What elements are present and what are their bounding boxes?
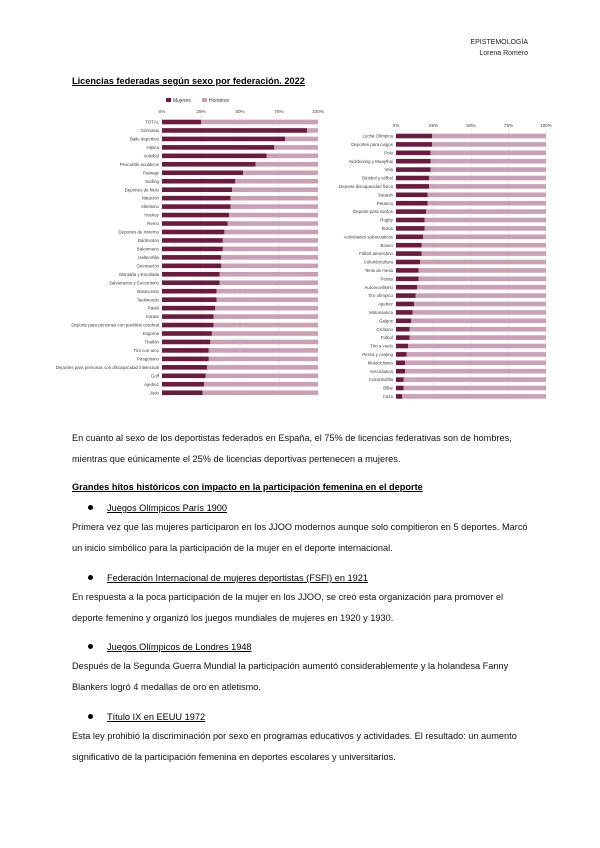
- header-subject: EPISTEMOLOGÍA: [470, 39, 528, 46]
- left-bar-hombres: [221, 264, 318, 269]
- right-tick-label: 100%: [540, 123, 552, 128]
- right-category-label: Deportes para ciegos: [351, 142, 393, 147]
- right-category-label: Ciclismo: [376, 326, 393, 332]
- right-bar-hombres: [404, 377, 547, 382]
- right-bar-hombres: [429, 184, 546, 189]
- left-bar-mujeres: [162, 154, 267, 159]
- right-category-label: Béisbol y sófbol: [362, 175, 393, 181]
- right-bar-mujeres: [396, 386, 404, 391]
- left-bar-hombres: [221, 255, 318, 260]
- left-category-label: Hockey: [144, 212, 159, 218]
- right-bar-hombres: [422, 251, 547, 256]
- milestone-text-londres-1948: Después de la Segunda Guerra Mundial la participación aumentó considerablemente y la holandesa Fanny Blankers logró 4 medallas de oro en atletismo.: [72, 661, 509, 692]
- right-bar-hombres: [419, 268, 547, 273]
- left-bar-mujeres: [162, 374, 206, 379]
- right-category-label: Petanca: [376, 200, 393, 206]
- left-bar-mujeres: [162, 128, 307, 133]
- right-bar-mujeres: [396, 377, 404, 382]
- right-category-label: Aeronáutica: [369, 368, 393, 374]
- right-bar-hombres: [413, 310, 547, 315]
- left-bar-hombres: [209, 357, 318, 362]
- left-category-label: Golf: [150, 373, 159, 379]
- right-bar-hombres: [422, 243, 547, 248]
- left-category-label: Judo: [149, 390, 159, 396]
- right-category-label: Colombicultura: [363, 259, 393, 265]
- left-category-label: Deportes de invierno: [118, 229, 159, 235]
- right-bar-mujeres: [396, 209, 426, 214]
- left-bar-hombres: [201, 120, 318, 125]
- right-category-label: Motociclismo: [367, 360, 393, 366]
- left-category-label: Pádel: [147, 305, 159, 311]
- left-bar-mujeres: [162, 340, 210, 345]
- left-category-label: Taekwondo: [136, 297, 159, 303]
- right-category-label: Pesca y casting: [362, 352, 393, 357]
- right-bar-hombres: [425, 226, 547, 231]
- section-title-licencias: Licencias federadas según sexo por federación. 2022: [72, 76, 305, 86]
- right-bar-hombres: [431, 159, 547, 164]
- right-category-label: Fútbol: [380, 335, 393, 341]
- left-bar-mujeres: [162, 390, 203, 395]
- right-bar-mujeres: [396, 251, 422, 256]
- right-category-label: Boxeo: [380, 242, 393, 248]
- right-bar-hombres: [431, 151, 547, 156]
- milestone-title-titulo-ix-1972: Título IX en EEUU 1972: [88, 712, 205, 722]
- left-bar-mujeres: [162, 170, 243, 175]
- left-category-label: Triatlón: [144, 339, 159, 345]
- right-bar-hombres: [414, 302, 546, 307]
- left-category-label: Hípica: [146, 144, 159, 150]
- milestone-title-fsfi-1921: Federación Internacional de mujeres deportistas (FSFI) en 1921: [88, 573, 368, 583]
- left-bar-hombres: [231, 204, 318, 209]
- right-category-label: Fútbol americano: [359, 251, 393, 257]
- right-category-label: Polo: [384, 150, 393, 156]
- left-bar-hombres: [285, 137, 318, 142]
- right-bar-hombres: [420, 260, 546, 265]
- right-bar-mujeres: [396, 184, 429, 189]
- right-category-label: Colombofilia: [368, 377, 393, 383]
- right-category-label: Kickboxing y Muaythai: [349, 158, 393, 164]
- right-bar-mujeres: [396, 369, 405, 374]
- left-bar-mujeres: [162, 221, 228, 226]
- left-tick-label: 50%: [235, 109, 245, 114]
- left-bar-hombres: [229, 213, 318, 218]
- right-bar-hombres: [426, 209, 546, 214]
- left-bar-mujeres: [162, 213, 229, 218]
- left-category-label: Deporte para personas con parálisis cerebral: [71, 322, 159, 328]
- left-bar-mujeres: [162, 230, 224, 235]
- left-bar-mujeres: [162, 323, 213, 328]
- left-bar-mujeres: [162, 348, 209, 353]
- right-bar-hombres: [417, 285, 546, 290]
- right-bar-mujeres: [396, 352, 407, 357]
- right-category-label: Actividades subacuáticas: [343, 234, 393, 240]
- right-bar-hombres: [432, 142, 546, 147]
- right-category-label: Bolos: [382, 226, 393, 231]
- left-bar-mujeres: [162, 264, 221, 269]
- left-bar-hombres: [256, 162, 318, 167]
- right-bar-mujeres: [396, 193, 428, 198]
- left-bar-hombres: [213, 323, 318, 328]
- right-category-label: Billar: [383, 385, 393, 391]
- left-category-label: Atletismo: [140, 204, 159, 210]
- left-bar-mujeres: [162, 314, 213, 319]
- header-author: Lorena Romero: [479, 50, 528, 57]
- left-bar-mujeres: [162, 187, 232, 192]
- right-bar-mujeres: [396, 167, 431, 172]
- left-category-label: Gimnasia: [140, 128, 159, 134]
- right-bar-mujeres: [396, 151, 431, 156]
- left-tick-label: 75%: [274, 109, 284, 114]
- paragraph-sexo-federados: En cuanto al sexo de los deportistas federados en España, el 75% de licencias federativas son de hombres, mientras que eúnicamente el 25% de licencias deportivas pertenecen a mujeres.: [72, 433, 512, 464]
- left-bar-mujeres: [162, 280, 220, 285]
- right-category-label: Galgos: [379, 318, 393, 324]
- right-bar-hombres: [431, 167, 547, 172]
- right-bar-hombres: [428, 193, 547, 198]
- right-bar-mujeres: [396, 327, 410, 332]
- right-bar-mujeres: [396, 159, 431, 164]
- right-category-label: Tenis de mesa: [364, 268, 393, 273]
- right-bar-hombres: [405, 369, 546, 374]
- left-bar-mujeres: [162, 179, 235, 184]
- right-bar-mujeres: [396, 394, 402, 399]
- left-bar-hombres: [235, 179, 318, 184]
- right-category-label: Motonáutica: [369, 310, 393, 315]
- right-category-label: Pelota: [380, 276, 393, 282]
- right-bar-mujeres: [396, 285, 417, 290]
- left-category-label: Montaña y Escalada: [119, 271, 159, 277]
- right-bar-hombres: [411, 319, 546, 324]
- right-bar-mujeres: [396, 260, 420, 265]
- right-category-label: Tiro olímpico: [368, 293, 393, 299]
- right-bar-mujeres: [396, 361, 405, 366]
- right-tick-label: 50%: [466, 123, 476, 128]
- right-category-label: Vela: [384, 167, 393, 173]
- right-bar-mujeres: [396, 319, 411, 324]
- left-bar-hombres: [220, 272, 318, 277]
- right-category-label: Lucha Olímpica: [362, 133, 393, 139]
- right-bar-hombres: [407, 352, 547, 357]
- right-bar-mujeres: [396, 226, 425, 231]
- right-bar-mujeres: [396, 268, 419, 273]
- right-bar-hombres: [428, 201, 547, 206]
- left-bar-mujeres: [162, 365, 207, 370]
- left-category-label: TOTAL: [145, 119, 159, 125]
- right-bar-hombres: [419, 277, 547, 282]
- right-bar-mujeres: [396, 277, 419, 282]
- left-bar-hombres: [217, 289, 318, 294]
- page-header: [470, 37, 528, 59]
- left-category-label: Surfing: [145, 178, 159, 184]
- left-bar-hombres: [267, 154, 318, 159]
- left-bar-mujeres: [162, 145, 274, 150]
- section-title-hitos: Grandes hitos históricos con impacto en la participación femenina en el deporte: [72, 482, 423, 492]
- milestone-text-paris-1900: Primera vez que las mujeres participaron en los JJOO modernos aunque solo compitieron en 5 deportes. Marcó un inicio simbólico para la participación de la mujer en el deporte internacional.: [72, 522, 528, 553]
- left-category-label: Natación: [141, 195, 159, 201]
- left-bar-mujeres: [162, 357, 209, 362]
- left-tick-label: 100%: [312, 109, 324, 114]
- left-bar-hombres: [223, 247, 318, 252]
- left-category-label: Piragüismo: [137, 356, 159, 362]
- right-bar-mujeres: [396, 302, 414, 307]
- right-bar-mujeres: [396, 201, 428, 206]
- left-category-label: Pesca/Ski acuáticos: [119, 161, 159, 167]
- left-bar-mujeres: [162, 162, 256, 167]
- left-category-label: Salvamento y Socorrismo: [108, 280, 159, 286]
- left-bar-mujeres: [162, 289, 217, 294]
- left-bar-hombres: [213, 314, 318, 319]
- left-bar-hombres: [228, 221, 318, 226]
- left-bar-mujeres: [162, 196, 231, 201]
- right-bar-mujeres: [396, 134, 432, 139]
- right-category-label: Deporte para sordos: [352, 209, 393, 215]
- left-legend-label-1: Hombres: [209, 98, 230, 104]
- left-category-label: Voleibol: [143, 153, 159, 159]
- left-category-label: Ajedrez: [144, 381, 159, 387]
- right-bar-hombres: [402, 394, 546, 399]
- right-category-label: Ajedrez: [378, 301, 393, 307]
- left-category-label: Baile deportivo: [129, 136, 159, 142]
- left-tick-label: 0%: [158, 109, 166, 114]
- right-bar-hombres: [404, 386, 547, 391]
- left-bar-hombres: [243, 170, 318, 175]
- left-bar-mujeres: [162, 238, 223, 243]
- left-bar-hombres: [204, 382, 318, 387]
- left-bar-hombres: [224, 230, 318, 235]
- bullet-icon: [88, 505, 93, 510]
- left-category-label: Deportes de hielo: [124, 187, 159, 193]
- milestone-text-fsfi-1921: En respuesta a la poca participación de la mujer en los JJOO, se creó esta organización para promover el deporte femenino y organizó los juegos mundiales de mujeres en 1920 y 1930.: [72, 592, 504, 623]
- left-bar-hombres: [212, 331, 318, 336]
- left-bar-hombres: [206, 374, 318, 379]
- left-legend-swatch-0: [166, 98, 171, 102]
- left-category-label: Karate: [146, 314, 159, 320]
- left-bar-mujeres: [162, 297, 217, 302]
- left-bar-hombres: [203, 390, 318, 395]
- right-bar-hombres: [423, 235, 546, 240]
- left-bar-mujeres: [162, 272, 220, 277]
- left-legend-label-0: Mujeres: [173, 98, 191, 104]
- right-bar-mujeres: [396, 235, 423, 240]
- right-category-label: Rugby: [380, 217, 393, 223]
- left-tick-label: 25%: [196, 109, 206, 114]
- left-bar-mujeres: [162, 382, 204, 387]
- right-bar-hombres: [405, 361, 546, 366]
- left-category-label: Bádminton: [138, 238, 159, 244]
- left-category-label: Balonmano: [136, 246, 159, 252]
- right-bar-hombres: [429, 176, 546, 181]
- right-bar-hombres: [416, 293, 547, 298]
- milestone-title-paris-1900: Juegos Olímpicos París 1900: [88, 503, 227, 513]
- left-bar-hombres: [210, 340, 318, 345]
- right-bar-mujeres: [396, 176, 429, 181]
- left-bar-mujeres: [162, 247, 223, 252]
- right-tick-label: 75%: [503, 123, 514, 128]
- right-bar-hombres: [425, 218, 547, 223]
- right-bar-hombres: [410, 335, 547, 340]
- right-bar-mujeres: [396, 218, 425, 223]
- right-bar-mujeres: [396, 310, 413, 315]
- left-bar-mujeres: [162, 137, 285, 142]
- left-bar-hombres: [223, 238, 318, 243]
- right-category-label: Caza: [382, 394, 393, 399]
- right-category-label: Deporte discapacidad física: [339, 184, 393, 189]
- right-bar-mujeres: [396, 344, 408, 349]
- left-bar-hombres: [307, 128, 318, 133]
- right-category-label: Tiro a vuelo: [370, 343, 393, 349]
- right-tick-label: 0%: [392, 123, 400, 128]
- right-category-label: Squash: [378, 192, 393, 198]
- milestone-title-londres-1948: Juegos Olímpicos de Londres 1948: [88, 642, 252, 652]
- right-bar-hombres: [432, 134, 546, 139]
- right-bar-mujeres: [396, 335, 410, 340]
- left-category-label: Baloncesto: [137, 288, 159, 294]
- left-bar-mujeres: [162, 331, 212, 336]
- left-category-label: Tiro con arco: [133, 348, 159, 354]
- right-bar-hombres: [410, 327, 547, 332]
- left-bar-hombres: [215, 306, 318, 311]
- bullet-icon: [88, 644, 93, 649]
- left-category-label: Esgrima: [142, 331, 159, 337]
- left-category-label: Patinaje: [143, 170, 159, 176]
- left-bar-hombres: [231, 196, 318, 201]
- left-category-label: Remo: [147, 221, 159, 227]
- left-legend-swatch-1: [202, 98, 207, 102]
- left-bar-mujeres: [162, 255, 221, 260]
- left-bar-hombres: [220, 280, 318, 285]
- chart-licencias-right: [322, 118, 550, 400]
- left-bar-hombres: [209, 348, 318, 353]
- right-bar-mujeres: [396, 142, 432, 147]
- chart-licencias-left: [55, 98, 324, 400]
- left-bar-mujeres: [162, 120, 201, 125]
- left-bar-hombres: [207, 365, 318, 370]
- bullet-icon: [88, 714, 93, 719]
- right-category-label: Automovilismo: [364, 284, 393, 290]
- left-bar-hombres: [232, 187, 318, 192]
- right-tick-label: 25%: [428, 123, 439, 128]
- milestone-text-titulo-ix-1972: Esta ley prohibió la discriminación por sexo en programas educativos y actividades. El resultado: un aumento significativo de la participación femenina en deportes escolares y universitarios.: [72, 731, 517, 762]
- right-bar-mujeres: [396, 243, 422, 248]
- left-category-label: Halterofilia: [138, 254, 159, 260]
- left-bar-hombres: [217, 297, 318, 302]
- left-category-label: Orientación: [136, 263, 159, 269]
- left-bar-mujeres: [162, 204, 231, 209]
- left-bar-mujeres: [162, 306, 215, 311]
- right-bar-hombres: [408, 344, 546, 349]
- left-category-label: Deportes para personas con discapacidad intelectual: [55, 364, 159, 370]
- right-bar-mujeres: [396, 293, 416, 298]
- bullet-icon: [88, 575, 93, 580]
- left-bar-hombres: [274, 145, 318, 150]
